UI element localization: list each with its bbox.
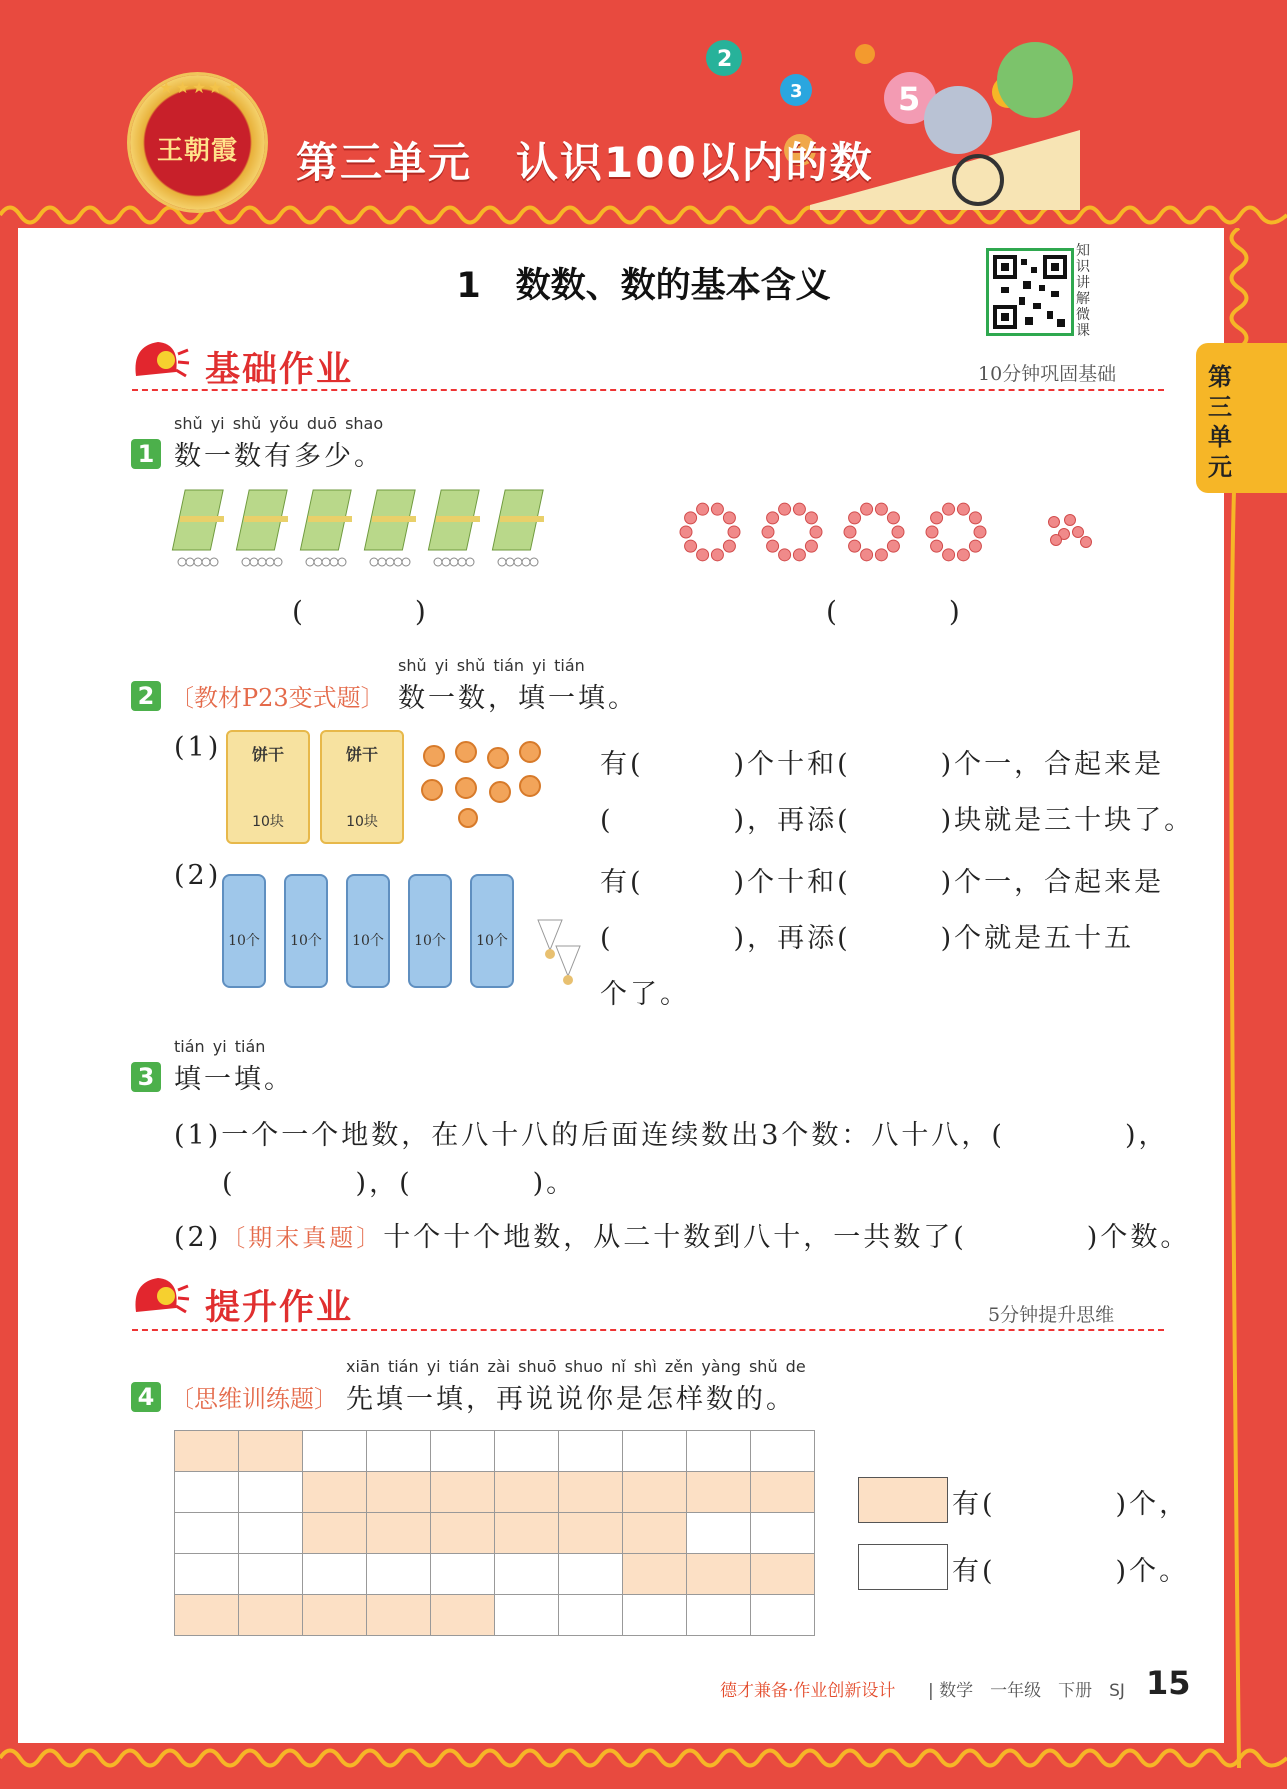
ring-dot [943, 549, 955, 561]
ring-dot [685, 512, 697, 524]
stick-bundles-illustration [170, 486, 560, 576]
ring-dot [728, 526, 740, 538]
q2-text: 数一数，填一填。 [398, 683, 638, 714]
grid-cell-empty [687, 1513, 751, 1554]
q2-part1-label: (1) [174, 732, 222, 763]
q4-number: 4 [131, 1382, 161, 1412]
grid-row [175, 1431, 815, 1472]
q2-part1-line2: ( )，再添( )块就是三十块了。 [600, 805, 1195, 836]
grid-cell-filled [559, 1472, 623, 1513]
loose-dot [1049, 517, 1060, 528]
loose-dot [1051, 535, 1062, 546]
page-number: 15 [1146, 1664, 1191, 1702]
qr-code-pattern [989, 251, 1071, 333]
section-advanced-divider [132, 1329, 1164, 1331]
biscuit-pack-2 [320, 730, 404, 844]
grid-row [175, 1554, 815, 1595]
shuttlecock-tubes [222, 874, 522, 994]
grid-cell-empty [175, 1472, 239, 1513]
q1-pinyin: shǔ yi shǔ yǒu duō shao [174, 414, 384, 433]
legend-swatch-filled [858, 1477, 948, 1523]
shuttlecock-tube [408, 874, 452, 988]
grid-cell-empty [687, 1595, 751, 1636]
qr-code[interactable] [986, 248, 1074, 336]
ring-dot [887, 512, 899, 524]
biscuit-pack-1 [226, 730, 310, 844]
q2-part1-line1: 有( )个十和( )个一，合起来是 [600, 749, 1165, 780]
legend-swatch-empty [858, 1544, 948, 1590]
grid-cell-empty [687, 1431, 751, 1472]
ring-dot [861, 503, 873, 515]
bottom-wave-border [0, 1738, 1287, 1778]
ring-dot [697, 503, 709, 515]
ring-dot [861, 549, 873, 561]
q4-legend2: 有( )个。 [952, 1556, 1190, 1587]
grid-cell-filled [623, 1472, 687, 1513]
biscuit-pack-count: 10块 [252, 814, 284, 830]
q2-number: 2 [131, 681, 161, 711]
grid-cell-filled [559, 1513, 623, 1554]
q3-part2-prefix: (2) [174, 1222, 222, 1253]
q3-number: 3 [131, 1062, 161, 1092]
grid-cell-filled [495, 1513, 559, 1554]
grid-cell-empty [495, 1431, 559, 1472]
ring-dot [957, 549, 969, 561]
stick-bundle [172, 490, 224, 566]
footer-series: 德才兼备·作业创新设计 [720, 1681, 896, 1701]
biscuit-pack-label: 饼干 [345, 745, 378, 764]
stick-bundle [236, 490, 288, 566]
stick-bundle [428, 490, 480, 566]
ring-dot [957, 503, 969, 515]
tube-count-label: 10个 [476, 933, 508, 949]
ring-dot [969, 540, 981, 552]
ring-dot [931, 540, 943, 552]
grid-cell-filled [303, 1513, 367, 1554]
grid-cell-filled [623, 1554, 687, 1595]
q2-pinyin: shǔ yi shǔ tián yi tián [398, 656, 585, 675]
q3-part2-tag: 〔期末真题〕 [221, 1224, 384, 1252]
section-advanced-title: 提升作业 [205, 1288, 354, 1328]
ring-dot [844, 526, 856, 538]
biscuit-pack-count: 10块 [346, 814, 378, 830]
unit-title: 第三单元 认识100以内的数 [296, 138, 874, 187]
q2-part2-label: (2) [174, 860, 222, 891]
tube-count-label: 10个 [352, 933, 384, 949]
grid-cell-empty [559, 1554, 623, 1595]
loose-dot [1065, 515, 1076, 526]
stick-bundle [492, 490, 544, 566]
footer-meta: | 数学 一年级 下册 SJ [928, 1681, 1125, 1701]
q1-answer-blank-1[interactable]: ( ) [292, 595, 426, 628]
grid-cell-empty [495, 1554, 559, 1595]
ring-dot [779, 549, 791, 561]
grid-cell-empty [751, 1513, 815, 1554]
grid-cell-empty [367, 1554, 431, 1595]
grid-cell-filled [239, 1431, 303, 1472]
grid-cell-empty [239, 1554, 303, 1595]
q2-part2-line2: ( )，再添( )个就是五十五 [600, 923, 1135, 954]
grid-cell-empty [495, 1595, 559, 1636]
tube-count-label: 10个 [290, 933, 322, 949]
grid-cell-filled [751, 1554, 815, 1595]
grid-cell-empty [559, 1595, 623, 1636]
ring-dot [943, 503, 955, 515]
ring-dot [767, 512, 779, 524]
grid-cell-empty [175, 1513, 239, 1554]
grid-cell-empty [623, 1431, 687, 1472]
q2-part2-line3: 个了。 [600, 979, 690, 1010]
lesson-title: 1 数数、数的基本含义 [456, 266, 831, 306]
ring-dot [685, 540, 697, 552]
svg-text:2: 2 [717, 47, 733, 72]
dot-rings-illustration [676, 498, 1106, 566]
section-basic-subtitle: 10分钟巩固基础 [978, 363, 1117, 385]
loose-biscuits-illustration [416, 738, 546, 828]
ring-dot [711, 549, 723, 561]
loose-dot [1081, 537, 1092, 548]
grid-cell-filled [687, 1554, 751, 1595]
q1-answer-blank-2[interactable]: ( ) [826, 595, 960, 628]
section-basic-title: 基础作业 [205, 350, 354, 390]
shuttlecock-tube [470, 874, 514, 988]
counting-grid [174, 1430, 815, 1636]
ring-dot [805, 512, 817, 524]
bell-icon [128, 1272, 190, 1322]
grid-cell-empty [239, 1513, 303, 1554]
q4-legend1: 有( )个， [952, 1489, 1190, 1520]
grid-cell-filled [495, 1472, 559, 1513]
grid-row [175, 1595, 815, 1636]
grid-cell-filled [239, 1595, 303, 1636]
grid-cell-empty [303, 1554, 367, 1595]
grid-cell-empty [751, 1595, 815, 1636]
q3-part1-line2: ( )，( )。 [222, 1168, 577, 1199]
grid-cell-filled [175, 1595, 239, 1636]
grid-row [175, 1472, 815, 1513]
grid-cell-empty [239, 1472, 303, 1513]
ring-dot [697, 549, 709, 561]
q3-part2-text: 十个十个地数，从二十数到八十，一共数了( )个数。 [383, 1222, 1191, 1253]
grid-cell-empty [751, 1431, 815, 1472]
q4-tag: 〔思维训练题〕 [170, 1385, 338, 1413]
grid-cell-empty [431, 1554, 495, 1595]
q3-text: 填一填。 [174, 1064, 294, 1095]
ring-dot [926, 526, 938, 538]
shuttlecock-icon [528, 910, 588, 990]
stick-bundle [300, 490, 352, 566]
ring-dot [974, 526, 986, 538]
tube-count-label: 10个 [414, 933, 446, 949]
grid-cell-filled [175, 1431, 239, 1472]
q3-part1-line1: (1)一个一个地数，在八十八的后面连续数出3个数：八十八，( )， [174, 1120, 1169, 1151]
ring-dot [680, 526, 692, 538]
grid-cell-filled [431, 1472, 495, 1513]
grid-cell-filled [367, 1472, 431, 1513]
side-tab-label: 第 三 单 元 [1208, 363, 1232, 481]
grid-cell-filled [303, 1472, 367, 1513]
ring-dot [849, 512, 861, 524]
biscuit-pack-label: 饼干 [251, 745, 284, 764]
grid-cell-empty [623, 1595, 687, 1636]
shuttlecock-tube [222, 874, 266, 988]
ring-dot [723, 540, 735, 552]
ring-dot [887, 540, 899, 552]
ring-dot [805, 540, 817, 552]
grid-cell-empty [175, 1554, 239, 1595]
q4-pinyin: xiān tián yi tián zài shuō shuo nǐ shì zěn yàng shǔ de [346, 1357, 806, 1376]
grid-cell-empty [431, 1431, 495, 1472]
ring-dot [969, 512, 981, 524]
ring-dot [931, 512, 943, 524]
ring-dot [875, 503, 887, 515]
section-basic-divider [132, 389, 1164, 391]
q1-number: 1 [131, 439, 161, 469]
tube-count-label: 10个 [228, 933, 260, 949]
q2-tag: 〔教材P23变式题〕 [170, 684, 385, 712]
grid-cell-empty [367, 1431, 431, 1472]
q1-text: 数一数有多少。 [174, 441, 384, 472]
q2-part2-line1: 有( )个十和( )个一，合起来是 [600, 867, 1165, 898]
grid-cell-filled [431, 1595, 495, 1636]
logo-stars: ★★★★★ [159, 78, 241, 97]
section-advanced-subtitle: 5分钟提升思维 [988, 1304, 1115, 1326]
ring-dot [793, 549, 805, 561]
ring-dot [762, 526, 774, 538]
ring-dot [793, 503, 805, 515]
grid-cell-filled [751, 1472, 815, 1513]
shuttlecock-tube [346, 874, 390, 988]
ring-dot [875, 549, 887, 561]
grid-cell-empty [559, 1431, 623, 1472]
svg-text:5: 5 [898, 80, 921, 118]
ring-dot [892, 526, 904, 538]
bell-icon [128, 336, 190, 386]
loose-dot [1073, 527, 1084, 538]
q3-pinyin: tián yi tián [174, 1037, 266, 1056]
svg-text:3: 3 [790, 81, 803, 102]
shuttlecock-tube [284, 874, 328, 988]
grid-cell-empty [303, 1431, 367, 1472]
ring-dot [711, 503, 723, 515]
grid-cell-filled [431, 1513, 495, 1554]
ring-dot [810, 526, 822, 538]
grid-cell-filled [687, 1472, 751, 1513]
grid-row [175, 1513, 815, 1554]
ring-dot [779, 503, 791, 515]
ring-dot [849, 540, 861, 552]
q3-part2-line [174, 1215, 1190, 1254]
grid-cell-filled [367, 1595, 431, 1636]
grid-cell-filled [303, 1595, 367, 1636]
grid-cell-filled [623, 1513, 687, 1554]
qr-label: 知 识 讲 解 微 课 [1076, 243, 1090, 339]
ring-dot [723, 512, 735, 524]
q4-text: 先填一填，再说说你是怎样数的。 [346, 1384, 796, 1415]
brand-name: 王朝霞 [156, 136, 238, 166]
ring-dot [767, 540, 779, 552]
grid-cell-filled [367, 1513, 431, 1554]
stick-bundle [364, 490, 416, 566]
